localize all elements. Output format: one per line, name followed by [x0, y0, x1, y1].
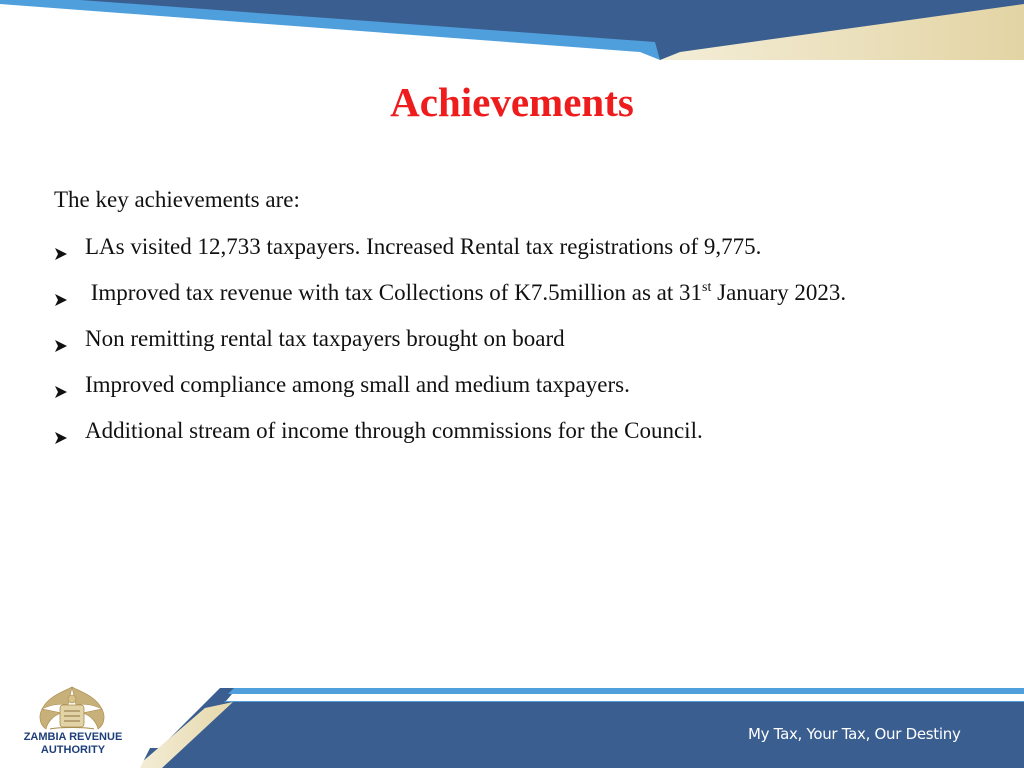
arrow-bullet-icon [54, 417, 85, 452]
logo-text-line1: ZAMBIA REVENUE [23, 731, 123, 743]
top-decorative-band [0, 0, 1024, 60]
footer-slogan: My Tax, Your Tax, Our Destiny [748, 725, 961, 743]
logo-text [14, 731, 132, 757]
list-item [54, 371, 846, 417]
list-item [54, 233, 846, 279]
list-item-text [85, 279, 846, 307]
list-item-text: Improved compliance among small and medium taxpayers. [85, 372, 630, 397]
list-item [54, 279, 846, 325]
arrow-bullet-icon [54, 371, 85, 406]
slide-title: Achievements [390, 79, 634, 125]
arrow-bullet-icon [54, 325, 85, 360]
list-item [54, 417, 846, 463]
list-item-text-suffix: January 2023. [711, 280, 847, 305]
list-item-text: Non remitting rental tax taxpayers brought on board [85, 326, 565, 351]
ordinal-superscript: st [702, 280, 712, 295]
list-item-text: LAs visited 12,733 taxpayers. Increased Rental tax registrations of 9,775. [85, 234, 762, 259]
list-item-text-main: Improved tax revenue with tax Collections of K7.5million as at 31 [85, 280, 703, 305]
logo-text-line2: AUTHORITY [40, 744, 106, 756]
achievements-list [54, 233, 846, 463]
arrow-bullet-icon [54, 279, 85, 314]
list-item-text: Additional stream of income through commissions for the Council. [85, 418, 703, 443]
arrow-bullet-icon [54, 233, 85, 268]
intro-text: The key achievements are: [54, 187, 300, 212]
list-item [54, 325, 846, 371]
